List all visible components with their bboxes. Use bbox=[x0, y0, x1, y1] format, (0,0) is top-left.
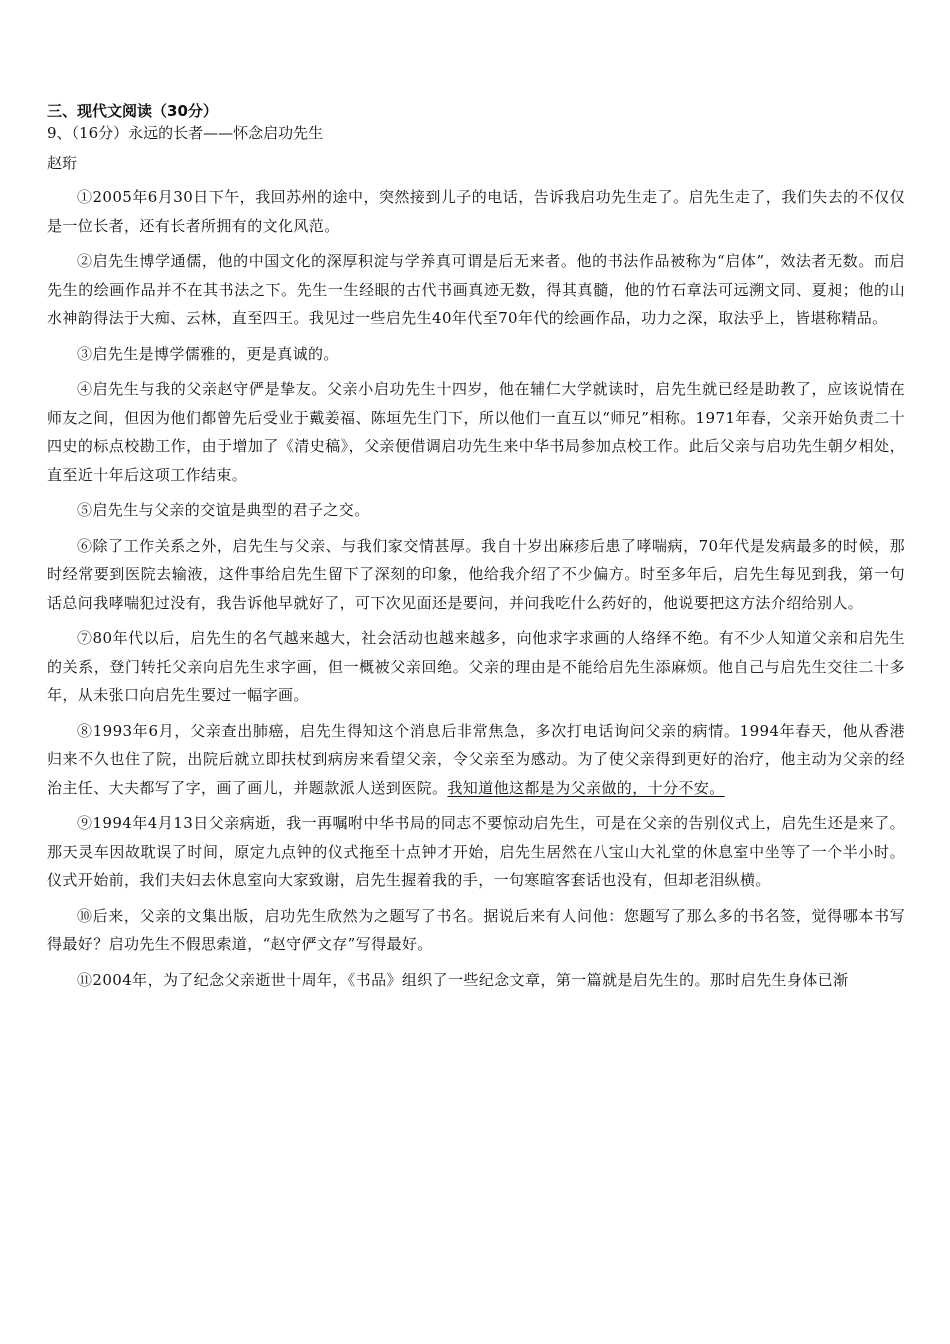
document-page bbox=[47, 100, 905, 1001]
section-title: 三、现代文阅读（30分） bbox=[47, 102, 218, 120]
paragraph-7: ⑦80年代以后，启先生的名气越来越大，社会活动也越来越多，向他求字求画的人络绎不绝。有不少人知道父亲和启先生的关系，登门转托父亲向启先生求字画，但一概被父亲回绝。父亲的理由是不能给启先生添麻烦。他自己与启先生交往二十多年，从未张口向启先生要过一幅字画。 bbox=[47, 629, 905, 704]
paragraph-1: ①2005年6月30日下午，我回苏州的途中，突然接到儿子的电话，告诉我启功先生走了。启先生走了，我们失去的不仅仅是一位长者，还有长者所拥有的文化风范。 bbox=[47, 188, 905, 235]
paragraph-3: ③启先生是博学儒雅的，更是真诚的。 bbox=[77, 344, 339, 363]
paragraph-5: ⑤启先生与父亲的交谊是典型的君子之交。 bbox=[77, 501, 370, 519]
underlined-sentence: 我知道他这都是为父亲做的，十分不安。 bbox=[447, 778, 725, 797]
paragraph-8 bbox=[47, 717, 905, 803]
paragraph-9: ⑨1994年4月13日父亲病逝，我一再嘱咐中华书局的同志不要惊动启先生，可是在父亲的告别仪式上，启先生还是来了。那天灵车因故耽误了时间，原定九点钟的仪式拖至十点钟才开始，启先生居然在八宝山大礼堂的休息室中坐等了一个半小时。仪式开始前，我们夫妇去休息室向大家致谢，启先生握着我的手，一句寒暄客套话也没有，但却老泪纵横。 bbox=[47, 814, 905, 889]
paragraph-8-text: ⑧1993年6月，父亲查出肺癌，启先生得知这个消息后非常焦急，多次打电话询问父亲的病情。1994年春天，他从香港归来不久也住了院，出院后就立即扶杖到病房来看望父亲，令父亲至为感动。为了使父亲得到更好的治疗，他主动为父亲的经治主任、大夫都写了字，画了画儿，并题款派人送到医院。 bbox=[47, 721, 905, 797]
paragraph-6: ⑥除了工作关系之外，启先生与父亲、与我们家交情甚厚。我自十岁出麻疹后患了哮喘病，70年代是发病最多的时候，那时经常要到医院去输液，这件事给启先生留下了深刻的印象，他给我介绍了不少偏方。时至多年后，启先生每见到我，第一句话总问我哮喘犯过没有，我告诉他早就好了，可下次见面还是要问，并问我吃什么药好的，他说要把这方法介绍给别人。 bbox=[47, 536, 905, 612]
paragraph-2: ②启先生博学通儒，他的中国文化的深厚积淀与学养真可谓是后无来者。他的书法作品被称为“启体”，效法者无数。而启先生的绘画作品并不在其书法之下。先生一生经眼的古代书画真迹无数，得其真髓，他的竹石章法可远溯文同、夏昶；他的山水神韵得法于大痴、云林，直至四王。我见过一些启先生40年代至70年代的绘画作品，功力之深，取法乎上，皆堪称精品。 bbox=[47, 252, 905, 327]
author-name: 赵珩 bbox=[47, 154, 78, 172]
paragraph-4: ④启先生与我的父亲赵守俨是挚友。父亲小启功先生十四岁，他在辅仁大学就读时，启先生就已经是助教了，应该说情在师友之间，但因为他们都曾先后受业于戴姜福、陈垣先生门下，所以他们一直互以“师兄”相称。1971年春，父亲开始负责二十四史的标点校勘工作，由于增加了《清史稿》，父亲便借调启功先生来中华书局参加点校工作。此后父亲与启功先生朝夕相处，直至近十年后这项工作结束。 bbox=[47, 380, 905, 484]
paragraph-10: ⑩后来，父亲的文集出版，启功先生欣然为之题写了书名。据说后来有人问他：您题写了那么多的书名签，觉得哪本书写得最好？启功先生不假思索道，“赵守俨文存”写得最好。 bbox=[47, 906, 905, 953]
question-title: 9、（16分）永远的长者——怀念启功先生 bbox=[47, 124, 324, 142]
paragraph-11: ⑪2004年，为了纪念父亲逝世十周年，《书品》组织了一些纪念文章，第一篇就是启先生的。那时启先生身体已渐 bbox=[77, 970, 849, 989]
